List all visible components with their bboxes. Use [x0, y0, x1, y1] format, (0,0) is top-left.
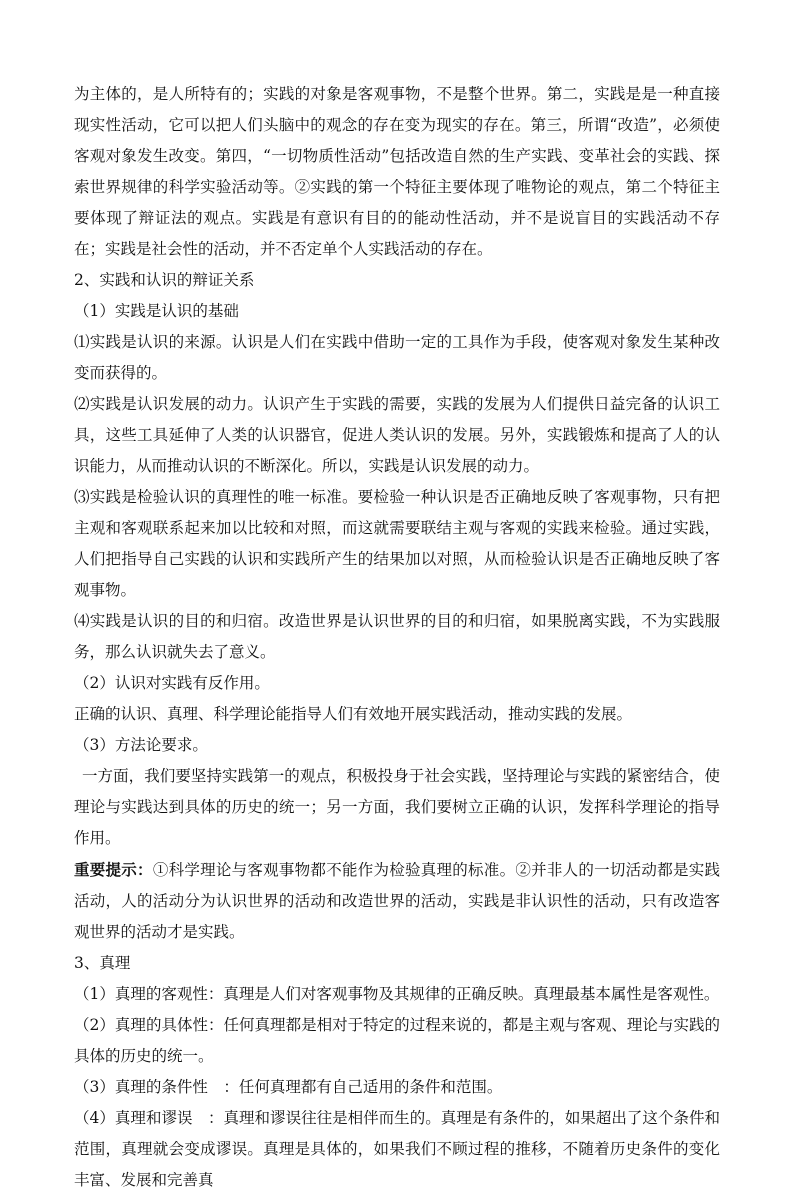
section-heading-practice-and-cognition: 2、实践和认识的辩证关系: [74, 271, 255, 289]
important-tip-body: ①科学理论与客观事物都不能作为检验真理的标准。②并非人的一切活动都是实践活动，人的活动分为认识世界的活动和改造世界的活动，实践是非认识性的活动，只有改造客观世界的活动才是实践。: [74, 861, 720, 941]
subheading-cognition-reaction: （2）认识对实践有反作用。: [74, 674, 270, 692]
paragraph-truth-concreteness: （2）真理的具体性：任何真理都是相对于特定的过程来说的，都是主观与客观、理论与实践的具体的历史的统一。: [74, 1016, 720, 1065]
paragraph-practice-source: ⑴实践是认识的来源。认识是人们在实践中借助一定的工具作为手段，使客观对象发生某种改变而获得的。: [74, 333, 720, 382]
paragraph-practice-criterion: ⑶实践是检验认识的真理性的唯一标准。要检验一种认识是否正确地反映了客观事物，只有把主观和客观联系起来加以比较和对照，而这就需要联结主观与客观的实践来检验。通过实践，人们把指导自己实践的认识和实践所产生的结果加以对照，从而检验认识是否正确地反映了客观事物。: [74, 488, 720, 599]
important-tip-label: 重要提示：: [74, 860, 153, 879]
paragraph-truth-and-error: （4）真理和谬误 ：真理和谬误往往是相伴而生的。真理是有条件的，如果超出了这个条件和范围，真理就会变成谬误。真理是具体的，如果我们不顾过程的推移，不随着历史条件的变化丰富、发展和完善真: [74, 1109, 720, 1189]
paragraph-practice-driving-force: ⑵实践是认识发展的动力。认识产生于实践的需要，实践的发展为人们提供日益完备的认识工具，这些工具延伸了人类的认识器官，促进人类认识的发展。另外，实践锻炼和提高了人的认识能力，从而推动认识的不断深化。所以，实践是认识发展的动力。: [74, 395, 720, 475]
paragraph-correct-cognition: 正确的认识、真理、科学理论能指导人们有效地开展实践活动，推动实践的发展。: [74, 705, 633, 723]
paragraph-practice-purpose: ⑷实践是认识的目的和归宿。改造世界是认识世界的目的和归宿，如果脱离实践，不为实践服务，那么认识就失去了意义。: [74, 612, 720, 661]
section-heading-truth: 3、真理: [74, 954, 131, 972]
paragraph-truth-conditionality: （3）真理的条件性 ：任何真理都有自己适用的条件和范围。: [74, 1078, 503, 1096]
paragraph-methodology: 一方面，我们要坚持实践第一的观点，积极投身于社会实践，坚持理论与实践的紧密结合，使理论与实践达到具体的历史的统一；另一方面，我们要树立正确的认识，发挥科学理论的指导作用。: [74, 767, 720, 847]
subheading-practice-basis: （1）实践是认识的基础: [74, 302, 239, 320]
paragraph-truth-objectivity: （1）真理的客观性：真理是人们对客观事物及其规律的正确反映。真理最基本属性是客观性。: [74, 985, 720, 1003]
paragraph-practice-features: 为主体的，是人所特有的；实践的对象是客观事物，不是整个世界。第二，实践是是一种直接现实性活动，它可以把人们头脑中的观念的存在变为现实的存在。第三，所谓“改造”，必须使客观对象发生改变。第四，“一切物质性活动”包括改造自然的生产实践、变革社会的实践、探索世界规律的科学实验活动等。②实践的第一个特征主要体现了唯物论的观点，第二个特征主要体现了辩证法的观点。实践是有意识有目的的能动性活动，并不是说盲目的实践活动不存在；实践是社会性的活动，并不否定单个人实践活动的存在。: [74, 85, 720, 258]
subheading-methodology: （3）方法论要求。: [74, 736, 208, 754]
paragraph-important-tip: [74, 854, 720, 948]
